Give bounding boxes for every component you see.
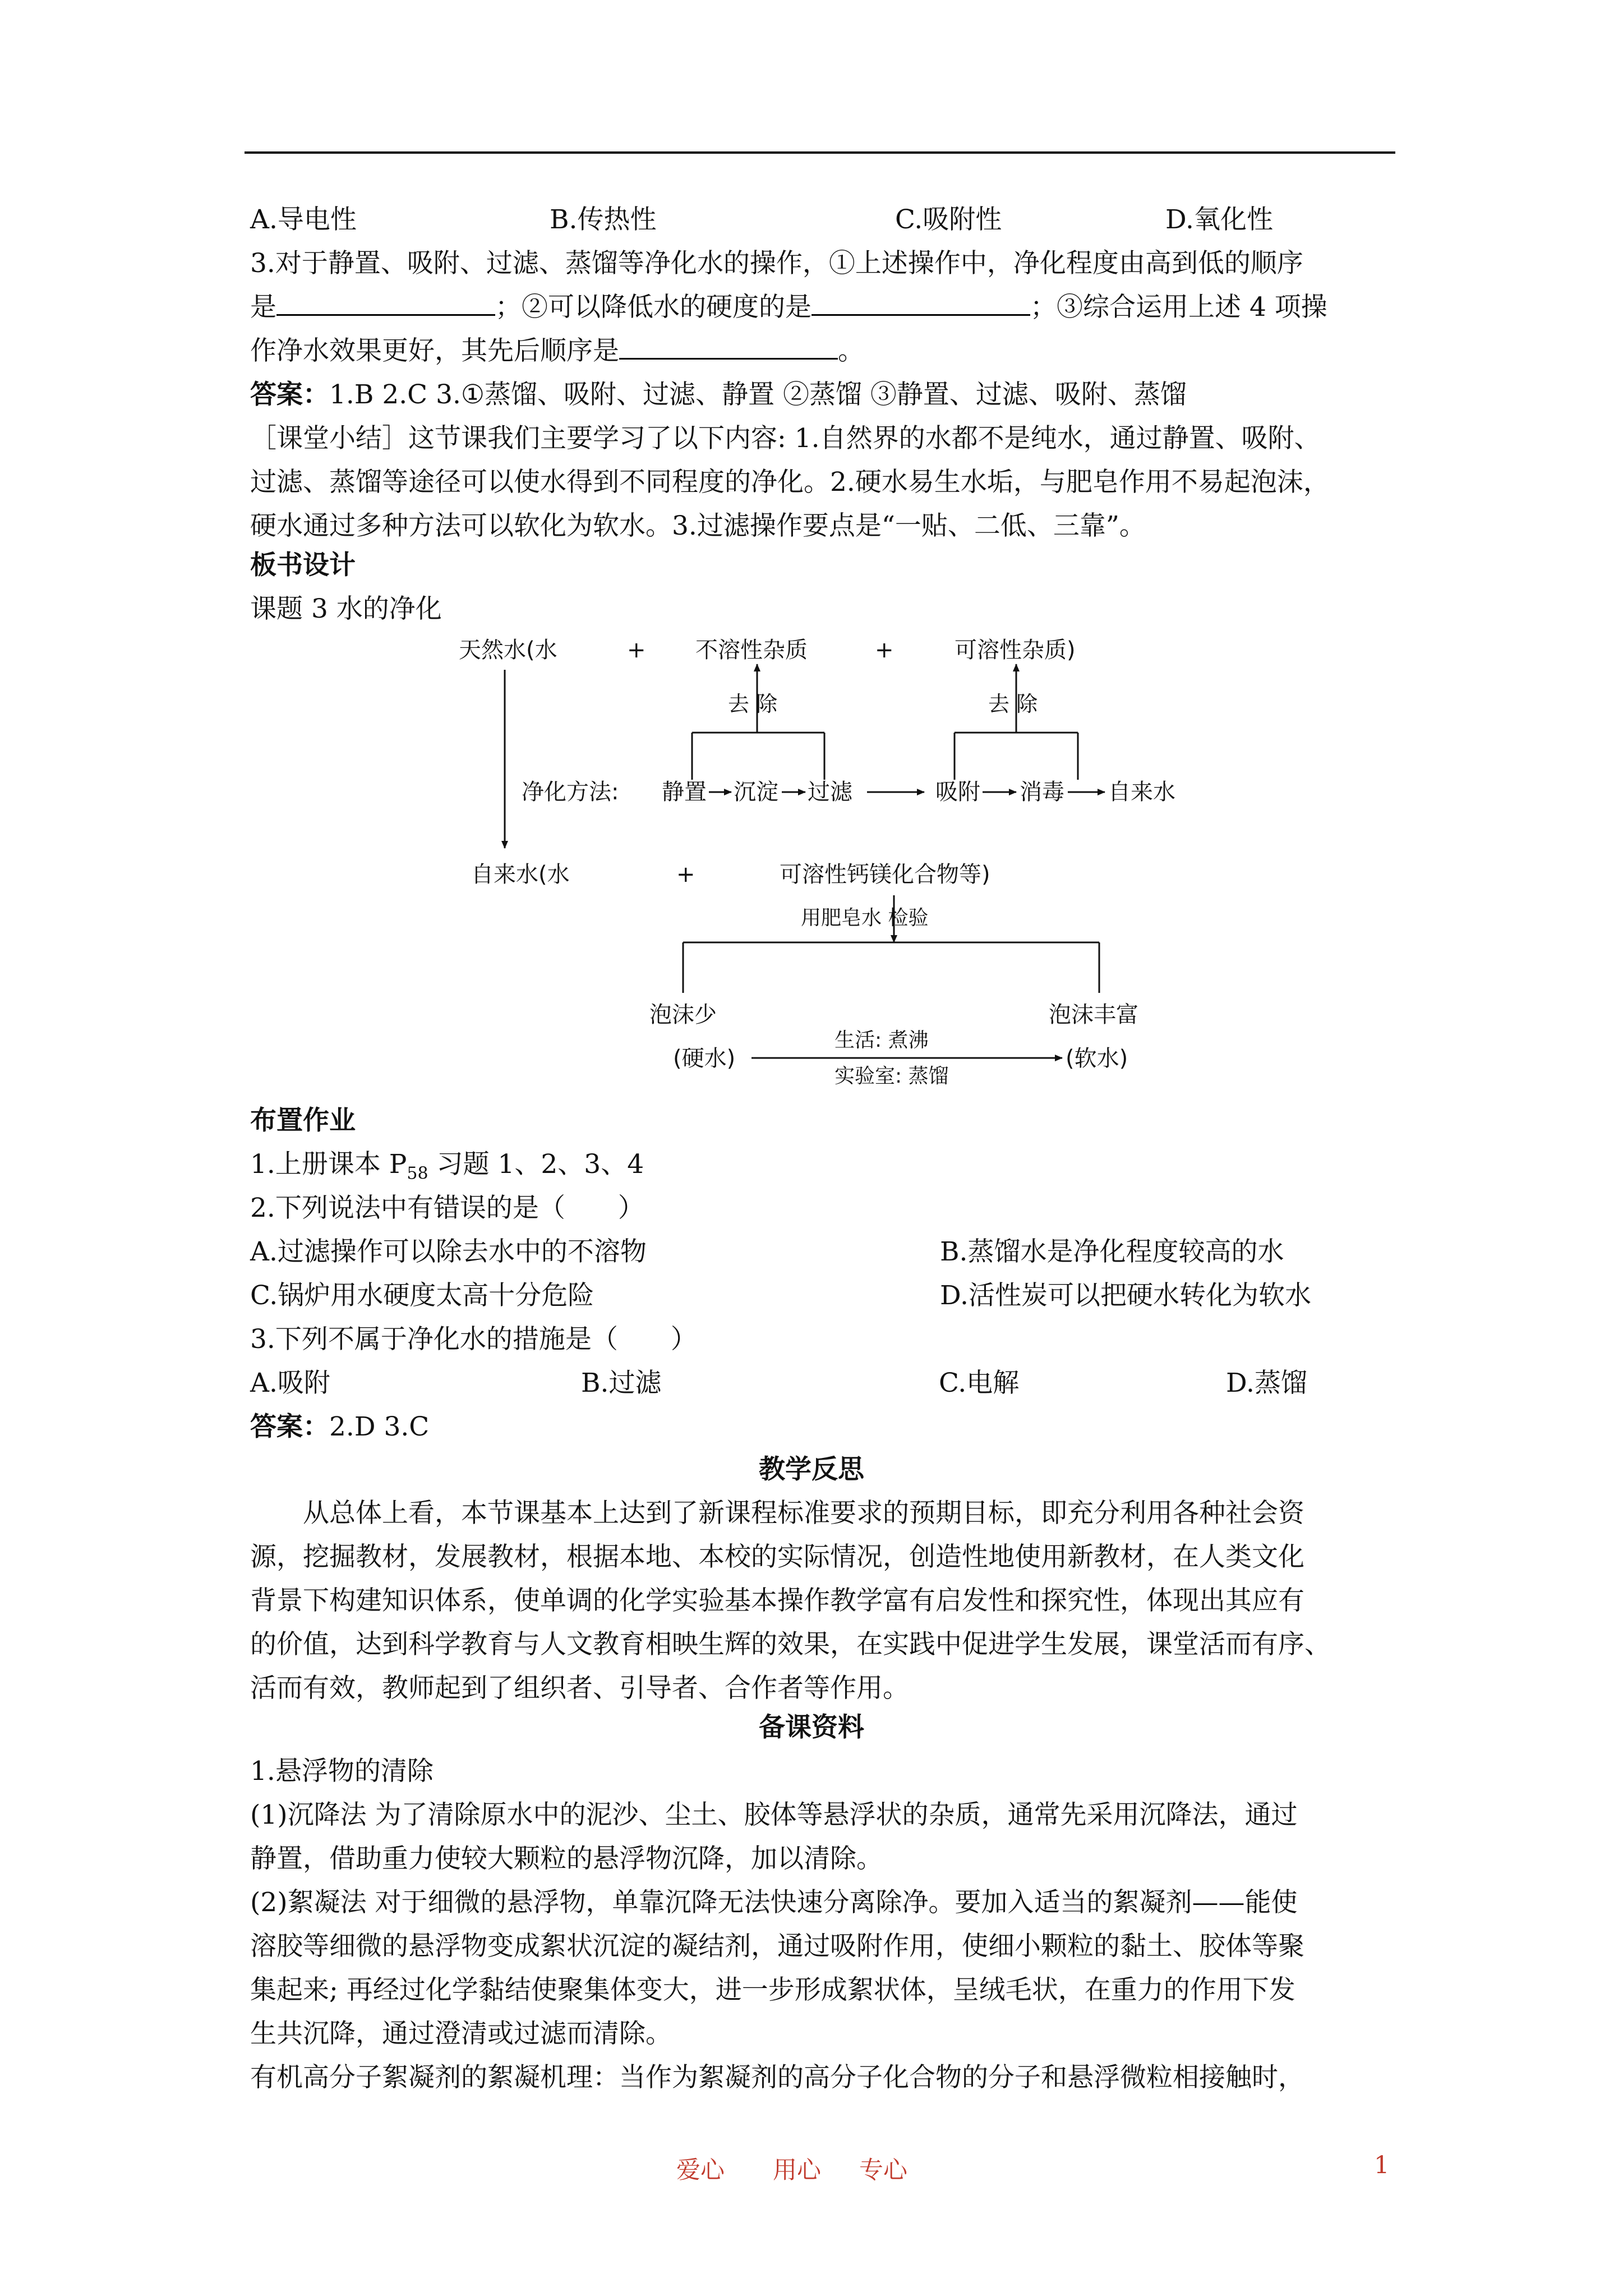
- lab-distill-label: 实验室: 蒸馏: [834, 1065, 949, 1088]
- resources-line: 1.悬浮物的清除: [250, 1756, 434, 1787]
- answer-label: 答案：: [250, 1411, 329, 1442]
- q3-text: ；②可以降低水的硬度的是: [495, 292, 811, 323]
- hw3-option-a: A.吸附: [250, 1368, 330, 1398]
- summary-line: 过滤、蒸馏等途径可以使水得到不同程度的净化。2.硬水易生水垢，与肥皂作用不易起泡沫，: [250, 467, 1330, 498]
- homework-item-2: 2.下列说法中有错误的是（ ）: [250, 1193, 644, 1223]
- resources-line: 静置，借助重力使较大颗粒的悬浮物沉降，加以清除。: [250, 1843, 883, 1874]
- rich-foam-label: 泡沫丰富: [1049, 1002, 1138, 1028]
- hw2-option-c: C.锅炉用水硬度太高十分危险: [250, 1280, 594, 1311]
- soluble-impurity-label: 可溶性杂质): [955, 637, 1076, 663]
- resources-line: 有机高分子絮凝剂的絮凝机理：当作为絮凝剂的高分子化合物的分子和悬浮微粒相接触时，: [250, 2062, 1304, 2093]
- homework-text: 习题 1、2、3、4: [428, 1149, 644, 1180]
- reflection-line: 活而有效，教师起到了组织者、引导者、合作者等作用。: [250, 1673, 909, 1704]
- soap-test-label: 用肥皂水 检验: [801, 907, 929, 930]
- q2-option-a: A.导电性: [250, 204, 357, 235]
- homework-heading: 布置作业: [250, 1105, 356, 1136]
- page-number: 1: [1374, 2151, 1390, 2179]
- resources-line: 溶胶等细微的悬浮物变成絮状沉淀的凝结剂，通过吸附作用，使细小颗粒的黏土、胶体等聚: [250, 1931, 1304, 1962]
- hw3-option-c: C.电解: [939, 1368, 1020, 1398]
- page-subscript: 58: [407, 1163, 428, 1184]
- resources-line: 集起来; 再经过化学黏结使聚集体变大，进一步形成絮状体，呈绒毛状，在重力的作用下发: [250, 1975, 1295, 2005]
- q3-text: 。: [838, 335, 864, 366]
- homework-text: 1.上册课本 P: [250, 1149, 407, 1180]
- tap-water-label: 自来水(水: [471, 862, 570, 887]
- q2-option-b: B.传热性: [550, 204, 657, 235]
- reflection-title: 教学反思: [759, 1454, 864, 1485]
- footer-text: 爱心: [676, 2156, 725, 2184]
- plus-sign: +: [676, 862, 695, 887]
- q3-text: 作净水效果更好，其先后顺序是: [250, 335, 619, 366]
- step-filter: 过滤: [808, 779, 852, 805]
- summary-line: 硬水通过多种方法可以软化为软水。3.过滤操作要点是“一贴、二低、三靠”。: [250, 510, 1146, 541]
- board-title: 课题 3 水的净化: [250, 593, 442, 624]
- answer-line-2: [250, 1405, 429, 1450]
- soft-water-label: (软水): [1066, 1046, 1128, 1071]
- homework-item-3: 3.下列不属于净化水的措施是（ ）: [250, 1324, 697, 1355]
- resources-line: (2)絮凝法 对于细微的悬浮物，单靠沉降无法快速分离除净。要加入适当的絮凝剂——能使: [250, 1887, 1298, 1918]
- resources-title: 备课资料: [759, 1712, 864, 1743]
- insoluble-impurity-label: 不溶性杂质: [695, 637, 808, 663]
- answer-label: 答案：: [250, 379, 329, 410]
- board-heading: 板书设计: [250, 550, 356, 581]
- daily-boil-label: 生活: 煮沸: [834, 1029, 929, 1052]
- hw2-option-b: B.蒸馏水是净化程度较高的水: [940, 1236, 1284, 1267]
- remove-label: 去 除: [728, 692, 778, 716]
- hard-water-label: (硬水): [673, 1046, 736, 1071]
- answer-text: 1.B 2.C 3.①蒸馏、吸附、过滤、静置 ②蒸馏 ③静置、过滤、吸附、蒸馏: [329, 379, 1187, 410]
- step-precipitate: 沉淀: [734, 779, 778, 805]
- resources-line: 生共沉降，通过澄清或过滤而清除。: [250, 2018, 672, 2049]
- less-foam-label: 泡沫少: [649, 1002, 717, 1028]
- step-settle: 静置: [662, 779, 707, 805]
- resources-line: (1)沉降法 为了清除原水中的泥沙、尘土、胶体等悬浮状的杂质，通常先采用沉降法，通过: [250, 1800, 1298, 1830]
- reflection-line: 的价值，达到科学教育与人文教育相映生辉的效果，在实践中促进学生发展，课堂活而有序、: [250, 1629, 1331, 1660]
- calcium-magnesium-label: 可溶性钙镁化合物等): [780, 862, 990, 887]
- reflection-line: 从总体上看，本节课基本上达到了新课程标准要求的预期目标，即充分利用各种社会资: [250, 1498, 1304, 1529]
- remove-label: 去 除: [988, 692, 1038, 716]
- step-adsorb: 吸附: [935, 779, 980, 805]
- answer-text: 2.D 3.C: [329, 1411, 430, 1442]
- q3-line1: 3.对于静置、吸附、过滤、蒸馏等净化水的操作，①上述操作中，净化程度由高到低的顺序: [250, 248, 1303, 279]
- step-tap-water: 自来水: [1108, 779, 1175, 805]
- natural-water-label: 天然水(水: [459, 637, 557, 663]
- q2-option-c: C.吸附性: [895, 204, 1002, 235]
- step-disinfect: 消毒: [1020, 779, 1064, 805]
- reflection-line: 源，挖掘教材，发展教材，根据本地、本校的实际情况，创造性地使用新教材，在人类文化: [250, 1542, 1304, 1572]
- plus-sign: +: [875, 637, 894, 663]
- plus-sign: +: [627, 637, 646, 663]
- hw3-option-d: D.蒸馏: [1226, 1368, 1307, 1398]
- footer-text: 专心: [859, 2156, 907, 2184]
- summary-line: ［课堂小结］这节课我们主要学习了以下内容: 1.自然界的水都不是纯水，通过静置、吸附、: [250, 423, 1321, 454]
- hw3-option-b: B.过滤: [581, 1368, 662, 1398]
- hw2-option-a: A.过滤操作可以除去水中的不溶物: [250, 1236, 647, 1267]
- q3-text: 是: [250, 292, 276, 323]
- q3-text: ；③综合运用上述 4 项操: [1030, 292, 1327, 323]
- hw2-option-d: D.活性炭可以把硬水转化为软水: [940, 1280, 1311, 1311]
- footer-text: 用心: [773, 2156, 821, 2184]
- method-label: 净化方法:: [522, 779, 619, 805]
- reflection-line: 背景下构建知识体系，使单调的化学实验基本操作教学富有启发性和探究性，体现出其应有: [250, 1585, 1304, 1616]
- q2-option-d: D.氧化性: [1165, 204, 1273, 235]
